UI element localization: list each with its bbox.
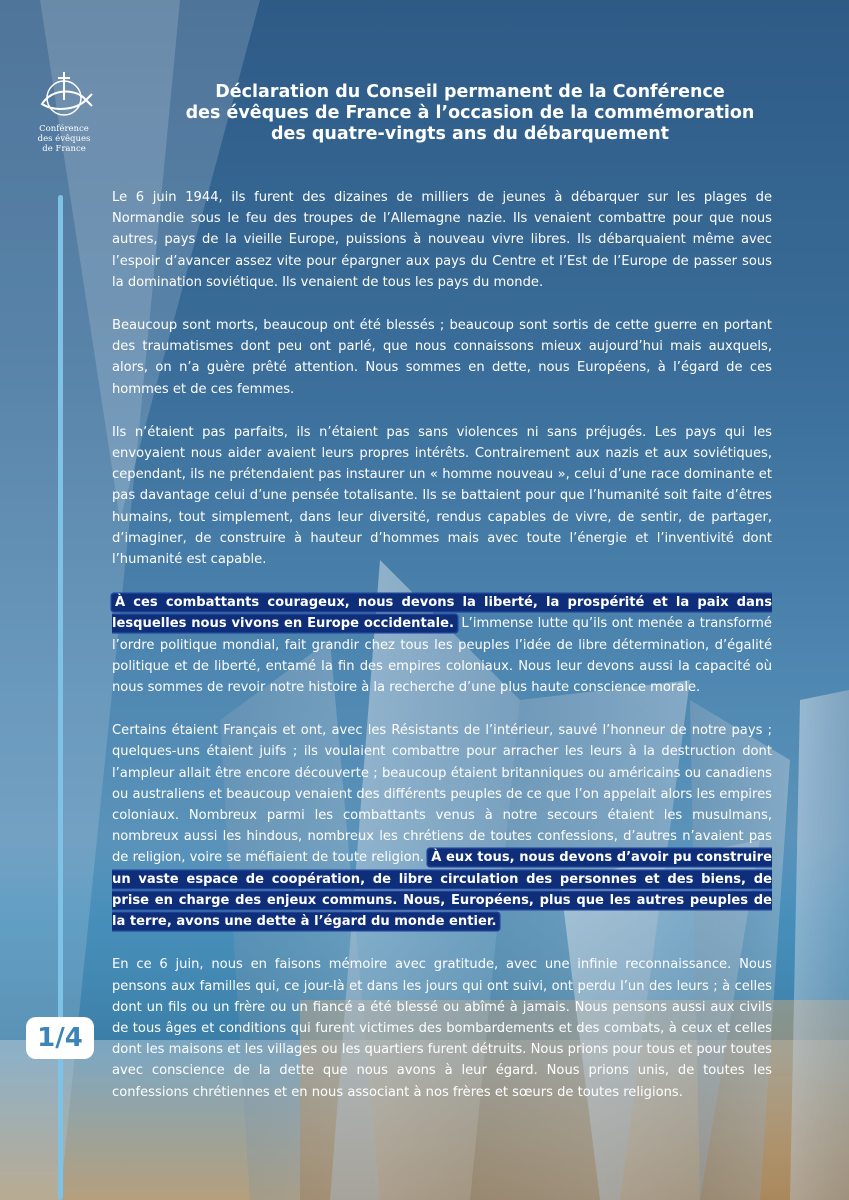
cef-logo: [28, 70, 100, 154]
title-line-3: des quatre-vingts ans du débarquement: [270, 124, 670, 144]
page-indicator: 1/4: [26, 1017, 94, 1059]
logo-text: Conférence des évêques de France: [37, 124, 91, 154]
paragraph-1: Le 6 juin 1944, ils furent des dizaines de milliers de jeunes à débarquer sur les plages de Normandie sous le feu des troupes de l’Allemagne nazie. Ils venaient combattre pour que nous autres, pays de la vieille Europe, puissions à nouveau vivre libres. Ils débarquaient même avec l’espoir d’avancer assez vite pour épargner aux pays du Centre et l’Est de l’Europe de passer sous la domination soviétique. Ils venaient de tous les pays du monde.: [112, 190, 772, 290]
highlighted-sentence: À eux tous, nous devons d’avoir pu construire un vaste espace de coopération, de libre circulation des personnes et des biens, de prise en charge des enjeux communs. Nous, Européens, plus que les autres peuples de la terre, avons une dette à l’égard du monde entier.: [112, 850, 772, 930]
paragraph-6: En ce 6 juin, nous en faisons mémoire avec gratitude, avec une infinie reconnaissance. Nous pensons aux familles qui, ce jour-là et dans les jours qui ont suivi, ont perdu l’un des leurs ; à celles dont un fils ou un frère ou un fiancé a été blessé ou abîmé à jamais. Nous pensons aussi aux civils de tous âges et conditions qui furent victimes des bombardements et des combats, à ceux et celles dont les maisons et les villages ou les quartiers furent détruits. Nous prions pour tous et pour toutes avec conscience de la dette que nous avons à leur égard. Nous prions unis, de toutes les confessions chrétiennes et en nous associant à nos frères et sœurs de toutes religions.: [112, 957, 772, 1100]
paragraph-4-text: L’immense lutte qu’ils ont menée a transformé l’ordre politique mondial, fait grandir chez tous les peuples l’idée de libre détermination, d’égalité politique et de liberté, entamé la fin des empires coloniaux. Nous leur devons aussi la capacité où nous sommes de revoir notre histoire à la recherche d’une plus haute conscience morale.: [112, 616, 772, 696]
paragraph-2: Beaucoup sont morts, beaucoup ont été blessés ; beaucoup sont sortis de cette guerre en portant des traumatismes dont peu ont parlé, que nous connaissons mieux aujourd’hui mais auxquels, alors, on n’a guère prêté attention. Nous sommes en dette, nous Européens, à l’égard de ces hommes et de ces femmes.: [112, 318, 772, 397]
paragraph-5-text: Certains étaient Français et ont, avec les Résistants de l’intérieur, sauvé l’honneur de notre pays ; quelques-uns étaient juifs ; ils voulaient combattre pour arracher les leurs à la destruction dont l’ampleur allait être encore découverte ; beaucoup étaient britanniques ou américains ou canadiens ou australiens et beaucoup venaient des différents peuples de ce que l’on appelait alors les empires coloniaux. Nombreux parmi les combattants venus à notre secours étaient les musulmans, nombreux aussi les hindous, nombreux les chrétiens de toutes confessions, d’autres n’avaient pas de religion, voire se méfiaient de toute religion.: [112, 723, 772, 866]
document-title: [130, 82, 810, 145]
paragraph-5: [112, 720, 772, 932]
title-line-2: des évêques de France à l’occasion de la commémoration: [185, 103, 755, 123]
declaration-body: [112, 187, 772, 1125]
title-line-1: Déclaration du Conseil permanent de la Conférence: [215, 82, 725, 102]
paragraph-3: Ils n’étaient pas parfaits, ils n’étaient pas sans violences ni sans préjugés. Les pays qui les envoyaient nous aider avaient leurs propres intérêts. Contrairement aux nazis et aux soviétiques, cependant, ils ne prétendaient pas instaurer un « homme nouveau », celui d’une race dominante et pas davantage celui d’une pensée totalisante. Ils se battaient pour que l’humanité soit faite d’êtres humains, tout simplement, dans leur diversité, rendus capables de vivre, de sentir, de partager, d’imaginer, de construire à hauteur d’hommes mais avec toute l’énergie et l’inventivité dont l’humanité est capable.: [112, 424, 772, 568]
fish-cross-icon: [34, 70, 94, 122]
highlighted-sentence: À ces combattants courageux, nous devons la liberté, la prospérité et la paix dans lesquelles nous vivons en Europe occidentale.: [112, 595, 772, 632]
paragraph-4: [112, 592, 772, 698]
